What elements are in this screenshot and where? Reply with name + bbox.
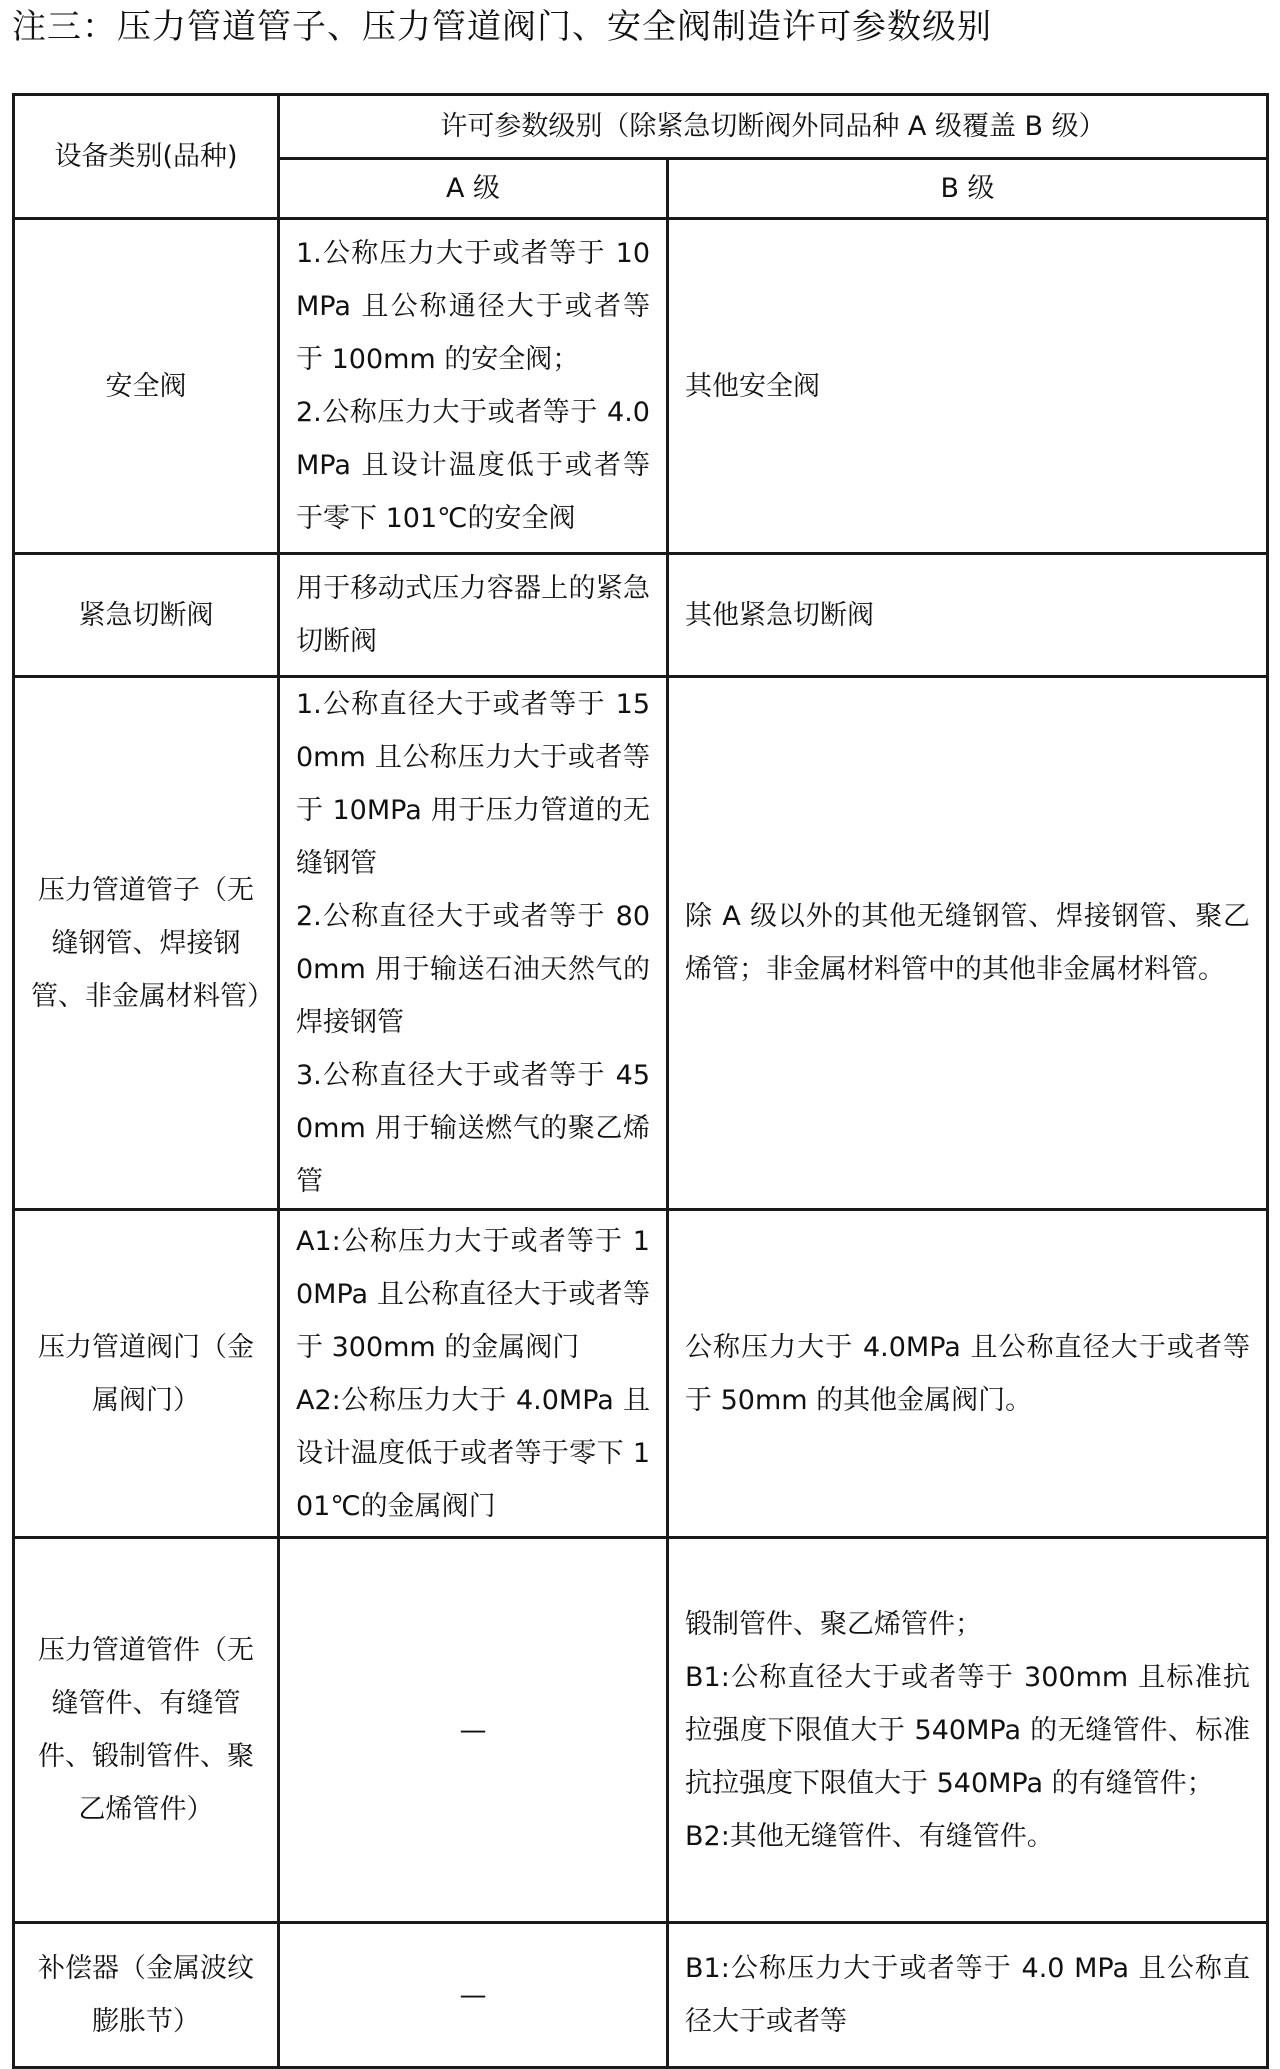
row-level-b <box>668 219 1268 554</box>
row-level-b-item: 除 A 级以外的其他无缝钢管、焊接钢管、聚乙烯管；非金属材料管中的其他非金属材料管。 <box>685 901 1251 985</box>
row-category: 压力管道阀门（金属阀门） <box>14 1210 279 1538</box>
header-level-group: 许可参数级别（除紧急切断阀外同品种 A 级覆盖 B 级） <box>279 95 1268 159</box>
row-level-b <box>668 1923 1268 2068</box>
row-level-a-item: A2:公称压力大于 4.0MPa 且设计温度低于或者等于零下 101℃的金属阀门 <box>296 1384 650 1522</box>
row-level-a-item: A1:公称压力大于或者等于 10MPa 且公称直径大于或者等于 300mm 的金属阀门 <box>296 1225 650 1363</box>
permit-level-table <box>12 93 1269 2069</box>
row-level-a-item: 1.公称直径大于或者等于 150mm 且公称压力大于或者等于 10MPa 用于压力管道的无缝钢管 <box>296 689 650 879</box>
row-level-b <box>668 677 1268 1210</box>
table-row <box>14 554 1268 677</box>
row-level-a: — <box>279 1538 668 1923</box>
table-row <box>14 1210 1268 1538</box>
header-level-b: B 级 <box>668 159 1268 219</box>
table-row <box>14 1538 1268 1923</box>
page-title: 注三：压力管道管子、压力管道阀门、安全阀制造许可参数级别 <box>12 7 992 47</box>
table-row <box>14 1923 1268 2068</box>
row-level-b-item: 公称压力大于 4.0MPa 且公称直径大于或者等于 50mm 的其他金属阀门。 <box>685 1331 1251 1416</box>
row-level-a-item: 3.公称直径大于或者等于 450mm 用于输送燃气的聚乙烯管 <box>296 1060 650 1197</box>
row-category: 补偿器（金属波纹膨胀节） <box>14 1923 279 2068</box>
row-level-a: — <box>279 1923 668 2068</box>
row-level-b <box>668 1210 1268 1538</box>
row-level-a <box>279 1210 668 1538</box>
row-level-b-item: B1:公称压力大于或者等于 4.0 MPa 且公称直径大于或者等 <box>685 1953 1251 2037</box>
row-category: 安全阀 <box>14 219 279 554</box>
row-level-b-item: B2:其他无缝管件、有缝管件。 <box>685 1820 1054 1852</box>
header-level-a: A 级 <box>279 159 668 219</box>
row-level-a-item: 用于移动式压力容器上的紧急切断阀 <box>296 573 650 657</box>
row-level-b-item: 其他安全阀 <box>685 370 820 402</box>
row-level-b <box>668 1538 1268 1923</box>
row-level-b <box>668 554 1268 677</box>
row-level-b-item: B1:公称直径大于或者等于 300mm 且标准抗拉强度下限值大于 540MPa 的无缝管件、标准抗拉强度下限值大于 540MPa 的有缝管件； <box>685 1661 1251 1799</box>
row-category: 紧急切断阀 <box>14 554 279 677</box>
row-level-a <box>279 219 668 554</box>
table-row <box>14 677 1268 1210</box>
row-level-b-item: 其他紧急切断阀 <box>685 599 874 631</box>
row-level-a <box>279 554 668 677</box>
row-category: 压力管道管子（无缝钢管、焊接钢管、非金属材料管） <box>14 677 279 1210</box>
row-level-a-item: 2.公称直径大于或者等于 800mm 用于输送石油天然气的焊接钢管 <box>296 901 650 1038</box>
header-category: 设备类别(品种) <box>14 95 279 219</box>
table-row <box>14 219 1268 554</box>
row-level-a-item: 2.公称压力大于或者等于 4.0MPa 且设计温度低于或者等于零下 101℃的安全阀 <box>296 397 650 534</box>
row-level-b-item: 锻制管件、聚乙烯管件； <box>685 1608 982 1640</box>
row-level-a-item: 1.公称压力大于或者等于 10 MPa 且公称通径大于或者等于 100mm 的安全阀； <box>296 238 650 375</box>
row-level-a <box>279 677 668 1210</box>
row-category: 压力管道管件（无缝管件、有缝管件、锻制管件、聚乙烯管件） <box>14 1538 279 1923</box>
